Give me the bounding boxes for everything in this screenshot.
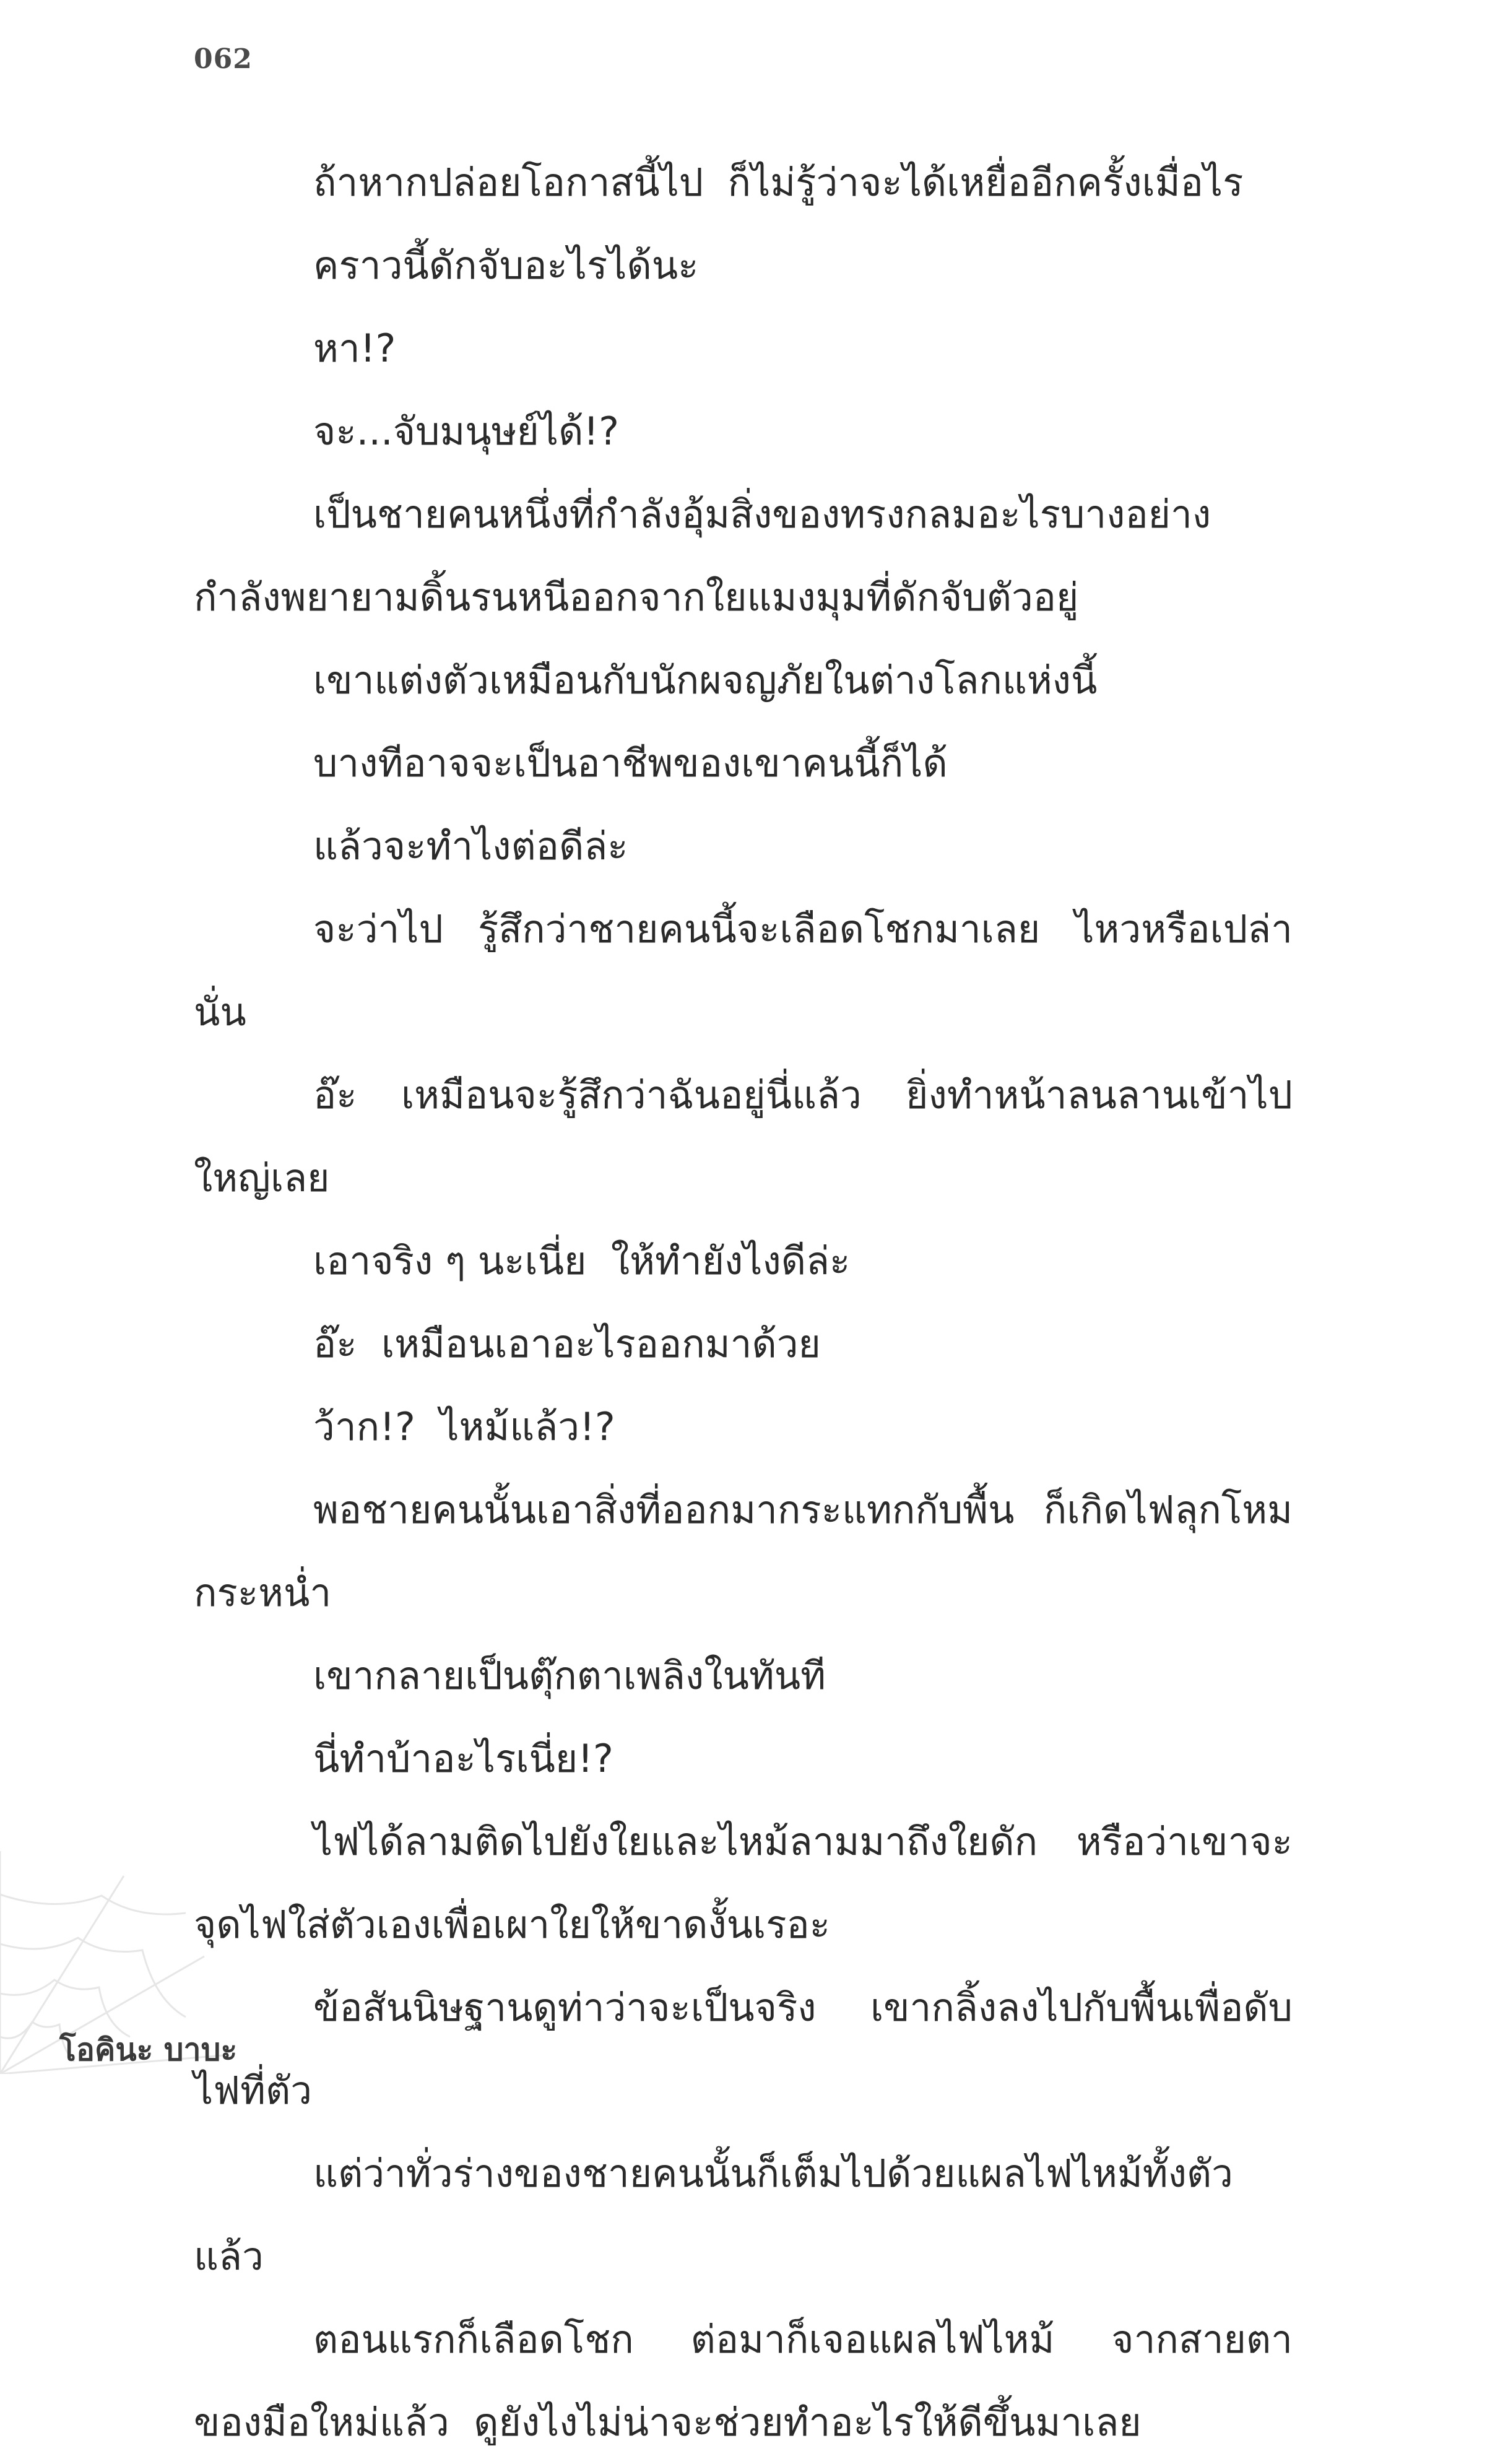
paragraph: เขาแต่งตัวเหมือนกับนักผจญภัยในต่างโลกแห่งนี้ bbox=[313, 657, 1098, 703]
paragraph: ไฟได้ลามติดไปยังใยและไหม้ลามมาถึงใยดัก หรือว่าเขาจะจุดไฟใส่ตัวเองเพื่อเผาใยให้ขาดงั้นเรอะ bbox=[194, 1819, 1293, 1947]
paragraph: หา!? bbox=[313, 326, 396, 371]
paragraph: ข้อสันนิษฐานดูท่าว่าจะเป็นจริง เขากลิ้งลงไปกับพื้นเพื่อดับไฟที่ตัว bbox=[194, 1985, 1293, 2113]
paragraph: บางทีอาจจะเป็นอาชีพของเขาคนนี้ก็ได้ bbox=[313, 740, 948, 786]
paragraph: ถ้าหากปล่อยโอกาสนี้ไป ก็ไม่รู้ว่าจะได้เหยื่ออีกครั้งเมื่อไร bbox=[313, 160, 1244, 205]
paragraph: เอาจริง ๆ นะเนี่ย ให้ทำยังไงดีล่ะ bbox=[313, 1238, 851, 1283]
story-text bbox=[194, 141, 1293, 2464]
paragraph: ตอนแรกก็เลือดโชก ต่อมาก็เจอแผลไฟไหม้ จากสายตาของมือใหม่แล้ว ดูยังไงไม่น่าจะช่วยทำอะไรให้ดีขึ้นมาเลย bbox=[194, 2317, 1293, 2445]
author-name: โอคินะ บาบะ bbox=[59, 2032, 238, 2068]
page-number: 062 bbox=[194, 43, 253, 75]
paragraph: แล้วจะทำไงต่อดีล่ะ bbox=[313, 823, 628, 869]
paragraph: จะว่าไป รู้สึกว่าชายคนนี้จะเลือดโชกมาเลย ไหวหรือเปล่านั่น bbox=[194, 906, 1293, 1035]
paragraph: แต่ว่าทั่วร่างของชายคนนั้นก็เต็มไปด้วยแผลไฟไหม้ทั้งตัวแล้ว bbox=[194, 2151, 1233, 2279]
paragraph: พอชายคนนั้นเอาสิ่งที่ออกมากระแทกกับพื้น ก็เกิดไฟลุกโหมกระหน่ำ bbox=[194, 1487, 1293, 1615]
paragraph: อ๊ะ เหมือนเอาอะไรออกมาด้วย bbox=[313, 1321, 821, 1366]
paragraph: จะ...จับมนุษย์ได้!? bbox=[313, 409, 620, 454]
paragraph: คราวนี้ดักจับอะไรได้นะ bbox=[313, 243, 699, 288]
paragraph: เป็นชายคนหนึ่งที่กำลังอุ้มสิ่งของทรงกลมอะไรบางอย่างกำลังพยายามดิ้นรนหนีออกจากใยแมงมุมที่ดักจับตัวอยู่ bbox=[194, 492, 1211, 620]
paragraph: เขากลายเป็นตุ๊กตาเพลิงในทันที bbox=[313, 1653, 826, 1698]
paragraph: ว้าก!? ไหม้แล้ว!? bbox=[313, 1404, 615, 1449]
paragraph: นี่ทำบ้าอะไรเนี่ย!? bbox=[313, 1736, 613, 1781]
paragraph: อ๊ะ เหมือนจะรู้สึกว่าฉันอยู่นี่แล้ว ยิ่งทำหน้าลนลานเข้าไปใหญ่เลย bbox=[194, 1072, 1293, 1200]
